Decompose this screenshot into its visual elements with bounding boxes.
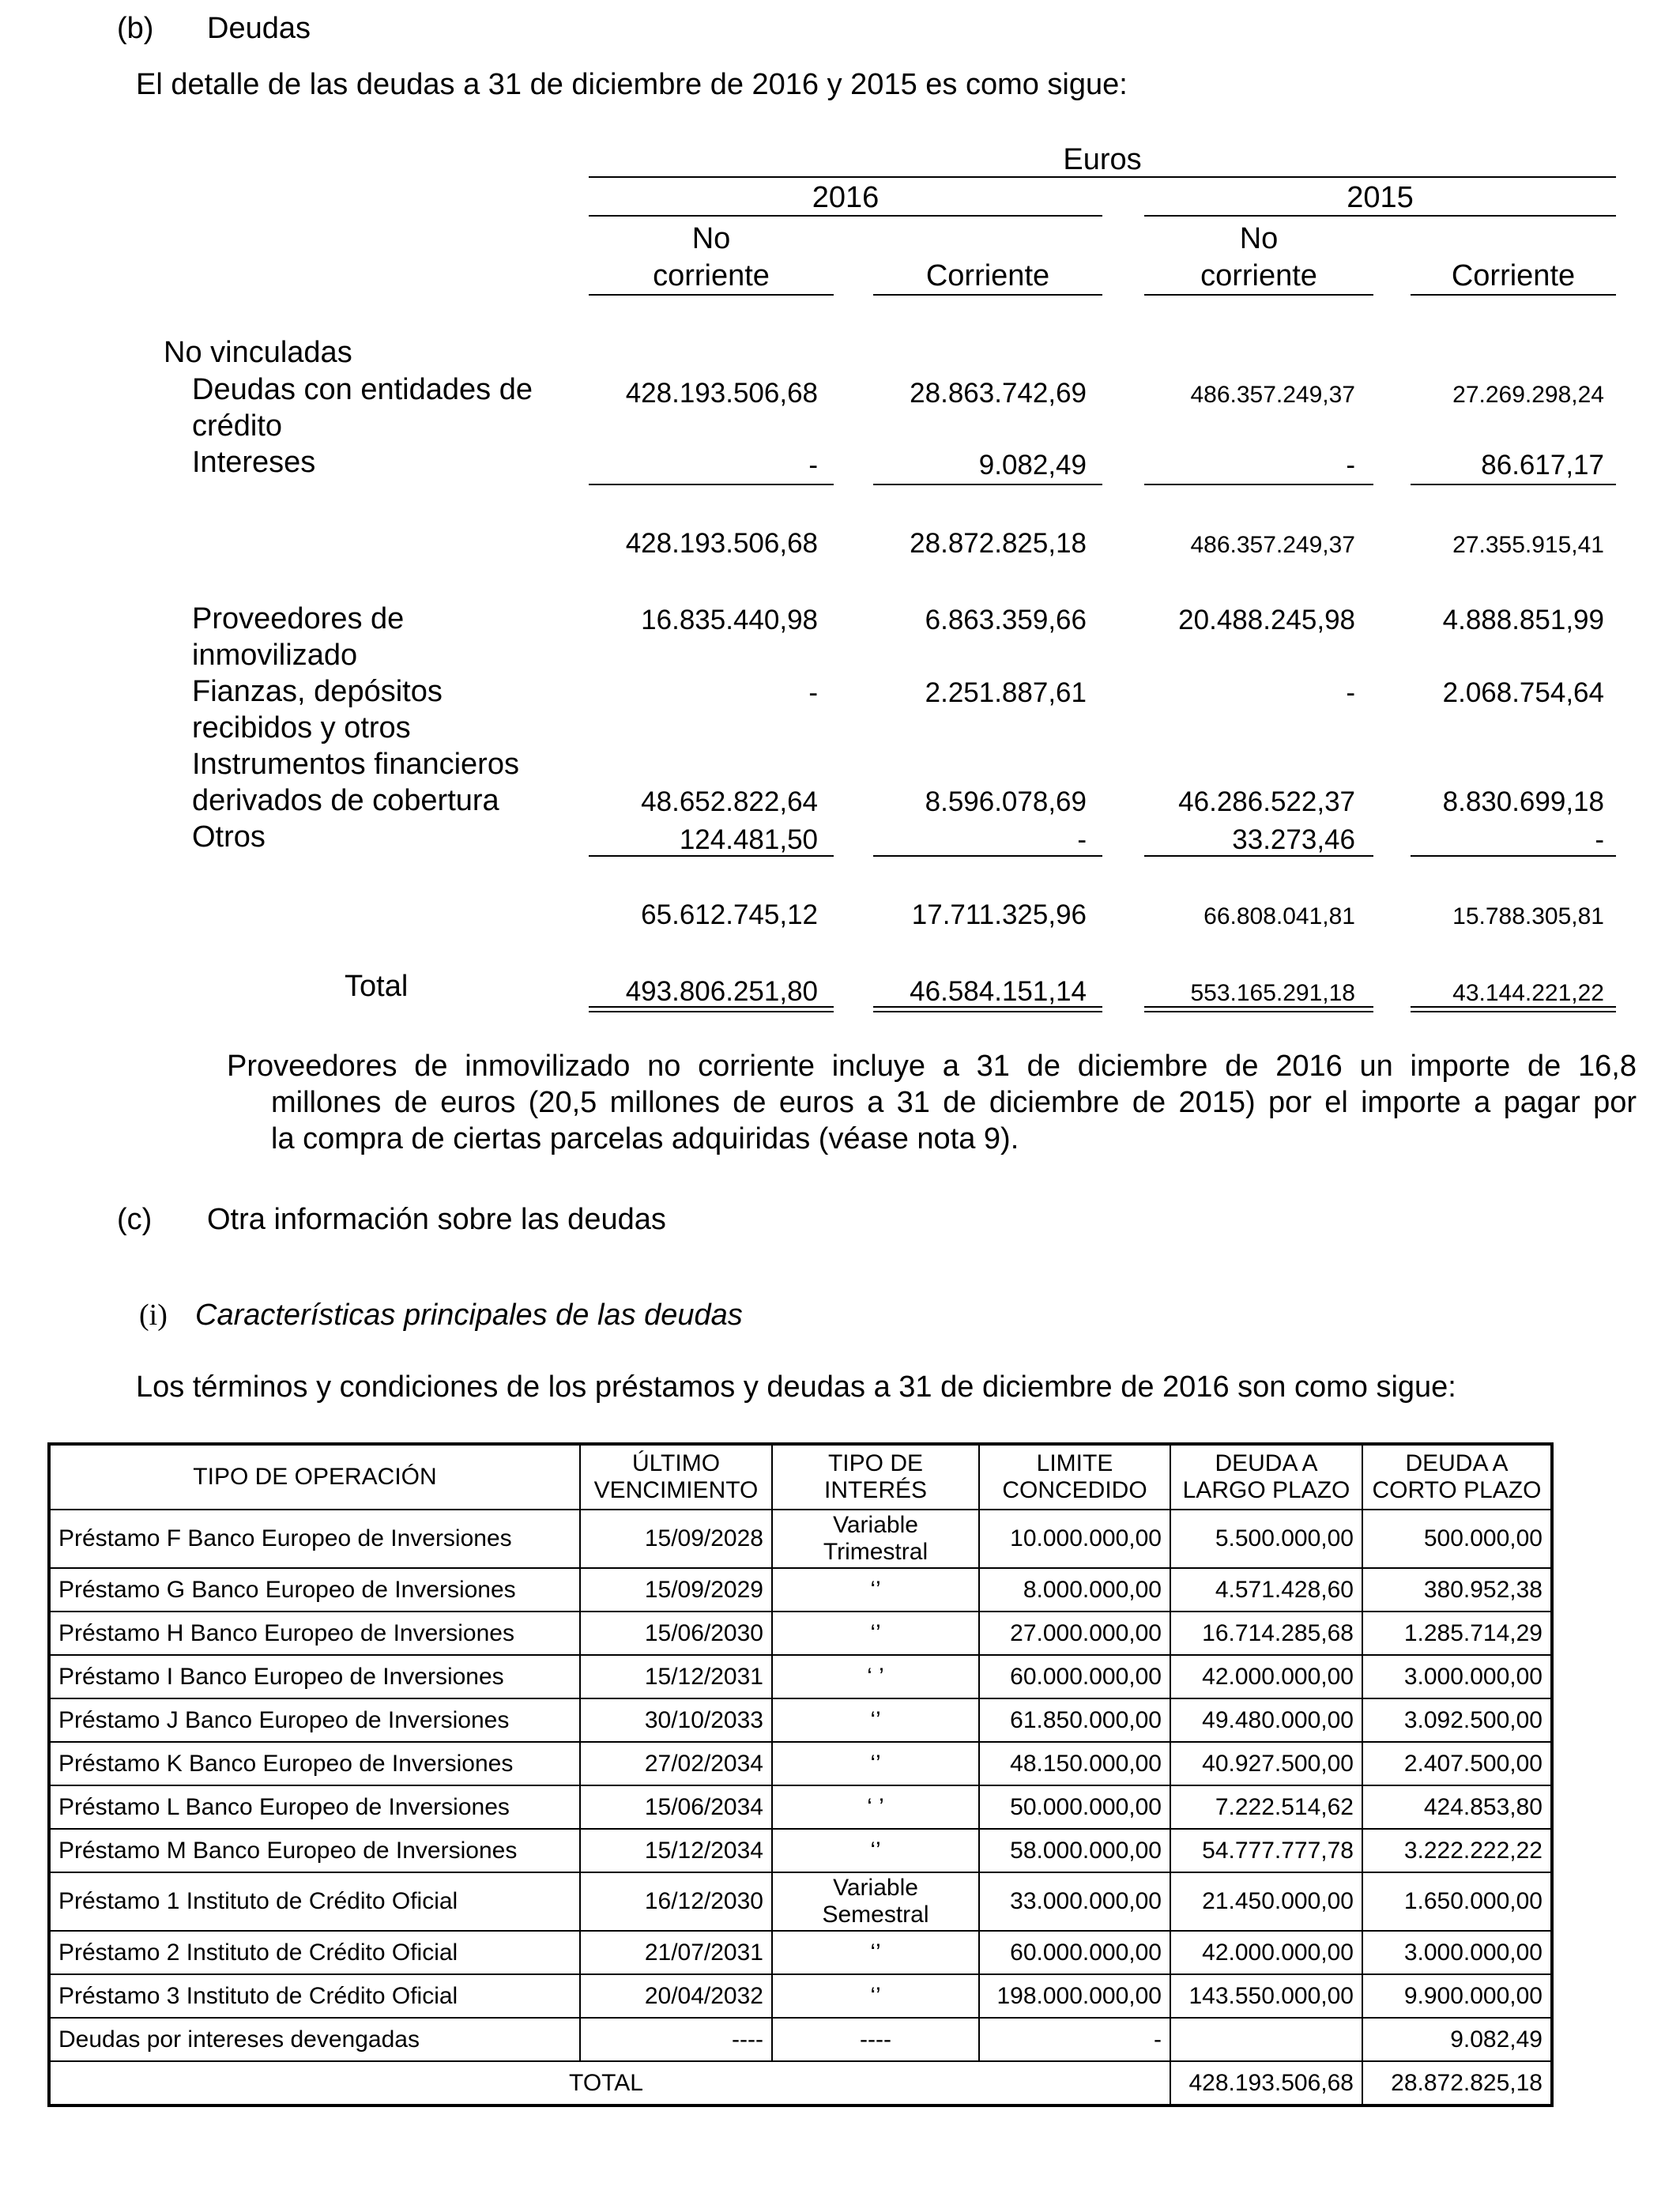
sub2-rule-4 [1411, 855, 1616, 857]
header-deuda-largo [1170, 1444, 1362, 1510]
cell-limite: 48.150.000,00 [979, 1742, 1170, 1785]
cell-tipo-interes: ‘’ [772, 1829, 979, 1872]
sub2-rule-2 [873, 855, 1102, 857]
cell-limite: 33.000.000,00 [979, 1872, 1170, 1931]
cell-corto: 500.000,00 [1362, 1510, 1552, 1568]
deudas-2015-c: 27.269.298,24 [1452, 382, 1604, 408]
sub2-rule-1 [589, 855, 834, 857]
cell-tipo-interes: ‘ ’ [772, 1655, 979, 1698]
instrumentos-2016-nc: 48.652.822,64 [641, 786, 818, 817]
section-b-heading: Deudas [207, 12, 311, 45]
intereses-2016-nc: - [808, 450, 818, 481]
col-2016-no-corriente-l1: No [691, 222, 731, 255]
cell-limite: 58.000.000,00 [979, 1829, 1170, 1872]
terms-header-row [49, 1444, 1552, 1510]
cell-operacion: Préstamo F Banco Europeo de Inversiones [49, 1510, 580, 1568]
sub1-rule-3 [1144, 484, 1373, 485]
total-2015-c: 43.144.221,22 [1452, 980, 1604, 1006]
table-row [49, 1829, 1552, 1872]
sub1-rule-4 [1411, 484, 1616, 485]
header-tipo-l1: TIPO DE [827, 1450, 923, 1476]
header-limite-l1: LIMITE [1036, 1450, 1113, 1476]
cell-corto: 3.222.222,22 [1362, 1829, 1552, 1872]
cell-limite: 27.000.000,00 [979, 1612, 1170, 1655]
fianzas-2015-c: 2.068.754,64 [1442, 677, 1604, 708]
cell-operacion: Préstamo L Banco Europeo de Inversiones [49, 1785, 580, 1829]
cell-largo: 42.000.000,00 [1170, 1655, 1362, 1698]
col-rule-2 [873, 294, 1102, 296]
header-corto-l1: DEUDA A [1405, 1450, 1509, 1476]
table-row [49, 1568, 1552, 1612]
intereses-2015-nc: - [1346, 450, 1355, 481]
cell-corto: 3.092.500,00 [1362, 1698, 1552, 1742]
cell-total-label: TOTAL [49, 2061, 1170, 2105]
year-2015-header: 2015 [1347, 181, 1414, 214]
cell-operacion: Préstamo G Banco Europeo de Inversiones [49, 1568, 580, 1612]
cell-vencimiento: 15/06/2034 [580, 1785, 772, 1829]
cell-vencimiento: 20/04/2032 [580, 1974, 772, 2018]
sub2-rule-3 [1144, 855, 1373, 857]
header-ultimo-vencimiento [580, 1444, 772, 1510]
cell-corto: 3.000.000,00 [1362, 1655, 1552, 1698]
proveedores-2015-c: 4.888.851,99 [1442, 605, 1604, 635]
cell-tipo-interes: ‘’ [772, 1742, 979, 1785]
row-proveedores-label-l2: inmovilizado [192, 639, 358, 672]
cell-limite: 60.000.000,00 [979, 1931, 1170, 1974]
cell-largo: 143.550.000,00 [1170, 1974, 1362, 2018]
cell-largo: 16.714.285,68 [1170, 1612, 1362, 1655]
cell-corto: 380.952,38 [1362, 1568, 1552, 1612]
subtotal1-2016-c: 28.872.825,18 [910, 528, 1087, 559]
subtotal2-2015-c: 15.788.305,81 [1452, 903, 1604, 929]
cell-operacion: Préstamo I Banco Europeo de Inversiones [49, 1655, 580, 1698]
cell-tipo-interes: ‘’ [772, 1612, 979, 1655]
col-2016-corriente: Corriente [925, 259, 1050, 292]
deudas-2016-nc: 428.193.506,68 [625, 378, 818, 409]
deudas-2016-c: 28.863.742,69 [910, 378, 1087, 409]
cell-tipo-l1: Variable [833, 1512, 918, 1538]
subtotal2-2015-nc: 66.808.041,81 [1203, 903, 1355, 929]
header-tipo-operacion-text: TIPO DE OPERACIÓN [193, 1464, 437, 1490]
intereses-2016-c: 9.082,49 [978, 450, 1087, 481]
cell-limite: 60.000.000,00 [979, 1655, 1170, 1698]
col-2016-no-corriente-l2: corriente [653, 259, 770, 292]
cell-largo: 5.500.000,00 [1170, 1510, 1362, 1568]
row-intereses-label: Intereses [192, 446, 316, 479]
table-row [49, 1974, 1552, 2018]
year-2015-rule [1144, 215, 1616, 217]
total-rule-a4 [1411, 1006, 1616, 1008]
group-no-vinculadas: No vinculadas [164, 336, 352, 369]
section-b-letter: (b) [117, 12, 154, 45]
cell-operacion: Deudas por intereses devengadas [49, 2018, 580, 2061]
row-instrumentos-label-l1: Instrumentos financieros [192, 748, 519, 781]
row-fianzas-label-l2: recibidos y otros [192, 711, 411, 745]
row-fianzas-label-l1: Fianzas, depósitos [192, 675, 443, 708]
table-row [49, 1510, 1552, 1568]
header-deuda-corto [1362, 1444, 1552, 1510]
subtotal2-2016-nc: 65.612.745,12 [641, 899, 818, 930]
total-2016-c: 46.584.151,14 [910, 976, 1087, 1007]
cell-vencimiento: 30/10/2033 [580, 1698, 772, 1742]
cell-limite: 61.850.000,00 [979, 1698, 1170, 1742]
cell-limite: 8.000.000,00 [979, 1568, 1170, 1612]
cell-operacion: Préstamo H Banco Europeo de Inversiones [49, 1612, 580, 1655]
table-row [49, 1612, 1552, 1655]
total-rule-a3 [1144, 1006, 1373, 1008]
subsection-i-heading: Características principales de las deudas [195, 1299, 743, 1332]
cell-corto: 1.650.000,00 [1362, 1872, 1552, 1931]
cell-corto: 424.853,80 [1362, 1785, 1552, 1829]
col-2015-no-corriente-l2: corriente [1200, 259, 1317, 292]
table-row [49, 1785, 1552, 1829]
cell-tipo-interes [772, 1872, 979, 1931]
total-rule-b3 [1144, 1011, 1373, 1012]
fianzas-2016-nc: - [808, 677, 818, 708]
proveedores-2016-c: 6.863.359,66 [925, 605, 1087, 635]
deudas-2015-nc: 486.357.249,37 [1190, 382, 1355, 408]
subtotal2-2016-c: 17.711.325,96 [911, 899, 1087, 930]
table-row [49, 1872, 1552, 1931]
otros-2015-c: - [1595, 824, 1604, 855]
section-c-letter: (c) [117, 1203, 153, 1236]
cell-largo [1170, 2018, 1362, 2061]
cell-largo: 40.927.500,00 [1170, 1742, 1362, 1785]
cell-largo: 54.777.777,78 [1170, 1829, 1362, 1872]
cell-vencimiento: 15/09/2029 [580, 1568, 772, 1612]
cell-operacion: Préstamo K Banco Europeo de Inversiones [49, 1742, 580, 1785]
header-limite-l2: CONCEDIDO [1002, 1477, 1147, 1503]
cell-largo: 21.450.000,00 [1170, 1872, 1362, 1931]
cell-limite: 10.000.000,00 [979, 1510, 1170, 1568]
row-total-label: Total [345, 970, 409, 1003]
cell-corto: 3.000.000,00 [1362, 1931, 1552, 1974]
cell-vencimiento: 15/12/2031 [580, 1655, 772, 1698]
subtotal1-2015-c: 27.355.915,41 [1452, 532, 1604, 558]
section-b-intro: El detalle de las deudas a 31 de diciembre de 2016 y 2015 es como sigue: [136, 68, 1128, 101]
row-proveedores-label-l1: Proveedores de [192, 602, 405, 635]
cell-vencimiento: 21/07/2031 [580, 1931, 772, 1974]
total-rule-b2 [873, 1011, 1102, 1012]
total-rule-a1 [589, 1006, 834, 1008]
cell-limite: - [979, 2018, 1170, 2061]
cell-largo: 4.571.428,60 [1170, 1568, 1362, 1612]
cell-vencimiento: 15/09/2028 [580, 1510, 772, 1568]
cell-operacion: Préstamo J Banco Europeo de Inversiones [49, 1698, 580, 1742]
currency-rule [589, 176, 1616, 178]
cell-total-corto: 28.872.825,18 [1362, 2061, 1552, 2105]
cell-largo: 49.480.000,00 [1170, 1698, 1362, 1742]
header-limite-concedido [979, 1444, 1170, 1510]
currency-header: Euros [1063, 143, 1142, 176]
proveedores-2015-nc: 20.488.245,98 [1178, 605, 1355, 635]
header-largo-l2: LARGO PLAZO [1182, 1477, 1350, 1503]
sub1-rule-1 [589, 484, 834, 485]
instrumentos-2015-nc: 46.286.522,37 [1178, 786, 1355, 817]
table-total-row [49, 2061, 1552, 2105]
instrumentos-2016-c: 8.596.078,69 [925, 786, 1087, 817]
col-rule-3 [1144, 294, 1373, 296]
year-2016-rule [589, 215, 1102, 217]
fianzas-2016-c: 2.251.887,61 [925, 677, 1087, 708]
sub1-rule-2 [873, 484, 1102, 485]
terms-table [47, 1442, 1554, 2107]
total-rule-b1 [589, 1011, 834, 1012]
subtotal1-2015-nc: 486.357.249,37 [1190, 532, 1355, 558]
cell-vencimiento: 15/12/2034 [580, 1829, 772, 1872]
table-row [49, 1698, 1552, 1742]
cell-operacion: Préstamo 1 Instituto de Crédito Oficial [49, 1872, 580, 1931]
col-rule-1 [589, 294, 834, 296]
otros-2015-nc: 33.273,46 [1232, 824, 1355, 855]
table-row [49, 2018, 1552, 2061]
cell-corto: 9.082,49 [1362, 2018, 1552, 2061]
subtotal1-2016-nc: 428.193.506,68 [625, 528, 818, 559]
header-tipo-interes [772, 1444, 979, 1510]
cell-vencimiento: 16/12/2030 [580, 1872, 772, 1931]
cell-corto: 2.407.500,00 [1362, 1742, 1552, 1785]
header-tipo-l2: INTERÉS [823, 1477, 928, 1503]
total-rule-b4 [1411, 1011, 1616, 1012]
cell-operacion: Préstamo 3 Instituto de Crédito Oficial [49, 1974, 580, 2018]
header-corto-l2: CORTO PLAZO [1372, 1477, 1542, 1503]
cell-tipo-l2: Semestral [822, 1902, 929, 1928]
cell-tipo-interes: ‘’ [772, 1974, 979, 2018]
cell-tipo-l2: Trimestral [823, 1539, 929, 1565]
cell-corto: 1.285.714,29 [1362, 1612, 1552, 1655]
header-ultimo-l2: VENCIMIENTO [593, 1477, 759, 1503]
total-2016-nc: 493.806.251,80 [625, 976, 818, 1007]
otros-2016-c: - [1077, 824, 1087, 855]
col-2015-corriente: Corriente [1451, 259, 1576, 292]
cell-vencimiento: 15/06/2030 [580, 1612, 772, 1655]
year-2016-header: 2016 [812, 181, 880, 214]
fianzas-2015-nc: - [1346, 677, 1355, 708]
section-c-heading: Otra información sobre las deudas [207, 1203, 666, 1236]
table-row [49, 1655, 1552, 1698]
cell-tipo-interes: ‘’ [772, 1931, 979, 1974]
cell-corto: 9.900.000,00 [1362, 1974, 1552, 2018]
table-row [49, 1931, 1552, 1974]
proveedores-2016-nc: 16.835.440,98 [641, 605, 818, 635]
note-line-1: Proveedores de inmovilizado no corriente incluye a 31 de diciembre de 2016 un importe de 16,8 [227, 1050, 1637, 1083]
row-deudas-label-l1: Deudas con entidades de [192, 373, 533, 406]
note-line-3: la compra de ciertas parcelas adquiridas (véase nota 9). [271, 1122, 1019, 1155]
cell-largo: 7.222.514,62 [1170, 1785, 1362, 1829]
subsection-i-letter: (i) [139, 1299, 168, 1332]
total-2015-nc: 553.165.291,18 [1190, 980, 1355, 1006]
table-row [49, 1742, 1552, 1785]
instrumentos-2015-c: 8.830.699,18 [1442, 786, 1604, 817]
cell-tipo-interes: ‘’ [772, 1568, 979, 1612]
cell-tipo-interes: ‘’ [772, 1698, 979, 1742]
cell-total-largo: 428.193.506,68 [1170, 2061, 1362, 2105]
intereses-2015-c: 86.617,17 [1481, 450, 1604, 481]
cell-tipo-interes: ‘ ’ [772, 1785, 979, 1829]
total-rule-a2 [873, 1006, 1102, 1008]
cell-operacion: Préstamo 2 Instituto de Crédito Oficial [49, 1931, 580, 1974]
header-tipo-operacion [49, 1444, 580, 1510]
row-deudas-label-l2: crédito [192, 409, 283, 443]
cell-vencimiento: 27/02/2034 [580, 1742, 772, 1785]
header-ultimo-l1: ÚLTIMO [631, 1450, 721, 1476]
cell-tipo-interes: ---- [772, 2018, 979, 2061]
cell-largo: 42.000.000,00 [1170, 1931, 1362, 1974]
note-line-2: millones de euros (20,5 millones de euros a 31 de diciembre de 2015) por el importe a pagar por [271, 1086, 1637, 1119]
cell-tipo-interes [772, 1510, 979, 1568]
otros-2016-nc: 124.481,50 [679, 824, 818, 855]
row-otros-label: Otros [192, 820, 266, 854]
col-rule-4 [1411, 294, 1616, 296]
cell-limite: 198.000.000,00 [979, 1974, 1170, 2018]
header-largo-l1: DEUDA A [1215, 1450, 1318, 1476]
cell-tipo-l1: Variable [833, 1875, 918, 1901]
cell-operacion: Préstamo M Banco Europeo de Inversiones [49, 1829, 580, 1872]
col-2015-no-corriente-l1: No [1239, 222, 1279, 255]
section-c-intro: Los términos y condiciones de los préstamos y deudas a 31 de diciembre de 2016 son como sigue: [136, 1370, 1456, 1404]
cell-limite: 50.000.000,00 [979, 1785, 1170, 1829]
row-instrumentos-label-l2: derivados de cobertura [192, 784, 499, 817]
cell-vencimiento: ---- [580, 2018, 772, 2061]
